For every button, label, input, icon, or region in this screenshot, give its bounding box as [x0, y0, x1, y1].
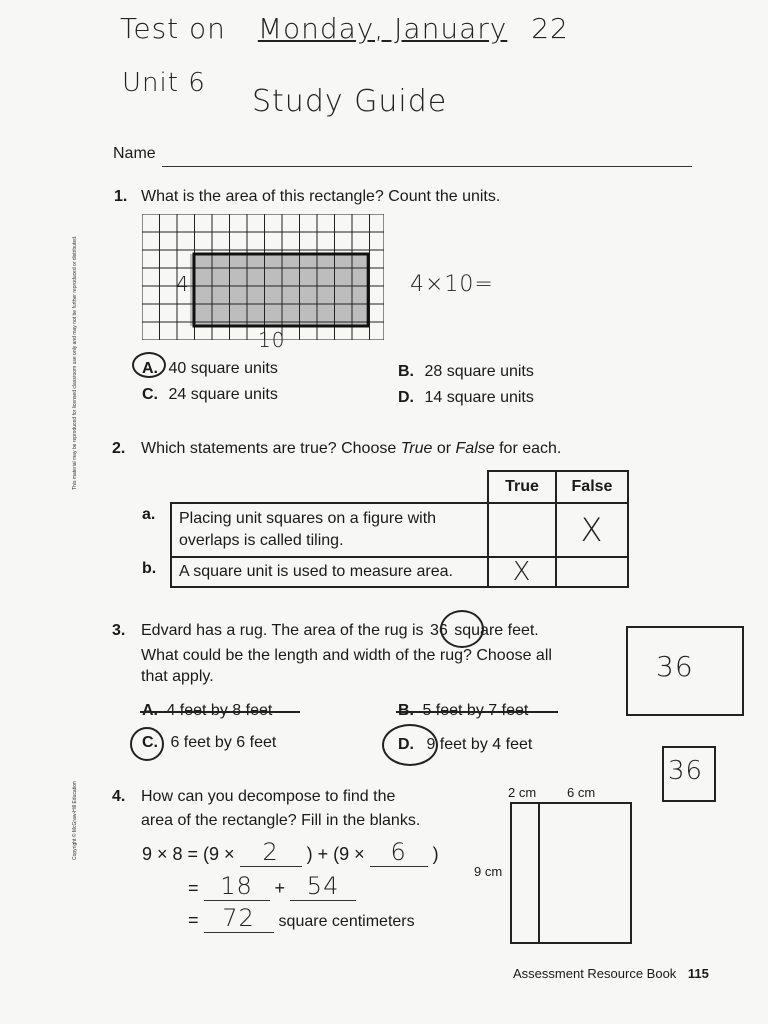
page-title: Study Guide	[252, 84, 448, 119]
q2-false-word: False	[455, 440, 495, 457]
blank-1[interactable]: 2	[240, 838, 302, 867]
q1-option-a-letter: A.	[142, 360, 158, 377]
q1-option-c[interactable]	[142, 386, 278, 404]
q1-option-c-letter: C.	[142, 386, 158, 403]
q4-number: 4.	[112, 788, 126, 805]
test-day: 22	[531, 12, 569, 45]
q3-option-c[interactable]	[142, 734, 276, 752]
q1-bottom-label: 10	[258, 328, 286, 352]
q2-or-word: or	[432, 440, 456, 457]
q3-number: 3.	[112, 622, 126, 639]
q3-line2: What could be the length and width of the rug? Choose all	[141, 647, 552, 664]
true-header: True	[488, 471, 556, 503]
blank-2[interactable]: 6	[370, 838, 428, 867]
q3-option-b-strike	[396, 711, 558, 713]
q3-option-d-letter: D.	[398, 736, 414, 753]
q3-area-circle	[440, 610, 484, 648]
table-header-row	[171, 471, 628, 503]
eq1-close: )	[432, 844, 439, 864]
dim-label-height: 9 cm	[474, 864, 503, 879]
eq1-plus-mid: ) + (9 ×	[306, 844, 365, 864]
blank-4[interactable]: 54	[290, 872, 356, 901]
unit-label: Unit 6	[122, 68, 206, 98]
q3-option-a-strike	[140, 711, 300, 713]
q3-option-c-letter: C.	[142, 734, 158, 751]
shaded-rectangle	[190, 254, 366, 326]
q2-text-after: for each.	[494, 440, 562, 457]
eq3-equals: =	[188, 910, 199, 930]
row-a-true-cell[interactable]	[488, 503, 556, 557]
q4-equation-2	[188, 872, 356, 901]
q4-equation-1	[142, 838, 439, 867]
q1-option-d[interactable]	[398, 389, 534, 407]
q1-option-d-text: 14 square units	[424, 389, 534, 406]
reproduction-notice: This material may be reproduced for licensed classroom use only and may not be further reproduced or distributed.	[72, 235, 78, 490]
q4-equation-3	[188, 904, 415, 933]
row-b-true-cell[interactable]: X	[488, 557, 556, 587]
q1-work: 4×10=	[410, 272, 494, 297]
copyright-notice: Copyright © McGraw-Hill Education	[72, 781, 78, 860]
table-row	[171, 503, 628, 557]
table-row	[171, 557, 628, 587]
name-label: Name	[113, 145, 156, 162]
q1-text: What is the area of this rectangle? Count the units.	[141, 188, 501, 205]
q2-text	[141, 440, 561, 458]
page-number: 115	[687, 966, 709, 981]
q1-option-d-letter: D.	[398, 389, 414, 406]
q1-option-b[interactable]	[398, 363, 534, 381]
footer-book: Assessment Resource Book	[513, 966, 677, 981]
q4-rectangle	[510, 802, 632, 944]
q1-option-c-text: 24 square units	[168, 386, 278, 403]
eq1-start: 9 × 8 = (9 ×	[142, 844, 235, 864]
q1-option-b-text: 28 square units	[424, 363, 534, 380]
row-b-false-cell[interactable]	[556, 557, 628, 587]
q3-option-c-text: 6 feet by 6 feet	[170, 734, 277, 751]
q1-number: 1.	[114, 188, 128, 205]
q4-line1: How can you decompose to find the	[141, 788, 396, 805]
dim-label-left: 2 cm	[508, 785, 537, 800]
q3-option-d-text: 9 feet by 4 feet	[426, 736, 533, 753]
name-field[interactable]	[162, 166, 692, 167]
eq2-equals: =	[188, 878, 199, 898]
q4-divider-line	[538, 802, 540, 942]
q3-line3: that apply.	[141, 668, 214, 685]
q2-true-word: True	[400, 440, 433, 457]
blank-3[interactable]: 18	[204, 872, 270, 901]
row-a-false-cell[interactable]: X	[556, 503, 628, 557]
q3-option-d[interactable]	[398, 736, 532, 754]
statement-a: Placing unit squares on a figure with overlaps is called tiling.	[171, 503, 488, 557]
false-header: False	[556, 471, 628, 503]
test-prefix: Test on	[120, 12, 226, 45]
q3-line1-b: square feet.	[454, 622, 539, 639]
eq2-plus: +	[274, 878, 286, 898]
q3-area-value: 36	[430, 622, 448, 639]
test-date: Monday, January	[257, 12, 508, 45]
q2-row-a-letter: a.	[142, 506, 156, 523]
blank-5[interactable]: 72	[204, 904, 274, 933]
q1-option-b-letter: B.	[398, 363, 414, 380]
footer	[513, 966, 709, 981]
q2-text-before: Which statements are true? Choose	[141, 440, 401, 457]
q3-note: 36	[656, 650, 694, 683]
q4-line2: area of the rectangle? Fill in the blanks.	[141, 812, 421, 829]
q1-option-a[interactable]	[142, 360, 278, 378]
true-false-table	[170, 470, 629, 588]
dim-label-right: 6 cm	[567, 785, 596, 800]
q1-side-label: 4	[176, 272, 190, 296]
q2-number: 2.	[112, 440, 126, 457]
q1-option-a-text: 40 square units	[168, 360, 278, 377]
q3-line1-a: Edvard has a rug. The area of the rug is	[141, 622, 424, 639]
q2-row-b-letter: b.	[142, 560, 157, 577]
unit-label-sq-cm: square centimeters	[278, 913, 415, 930]
test-date-line	[120, 12, 569, 45]
q3-note-2: 36	[668, 756, 704, 786]
statement-b: A square unit is used to measure area.	[171, 557, 488, 587]
